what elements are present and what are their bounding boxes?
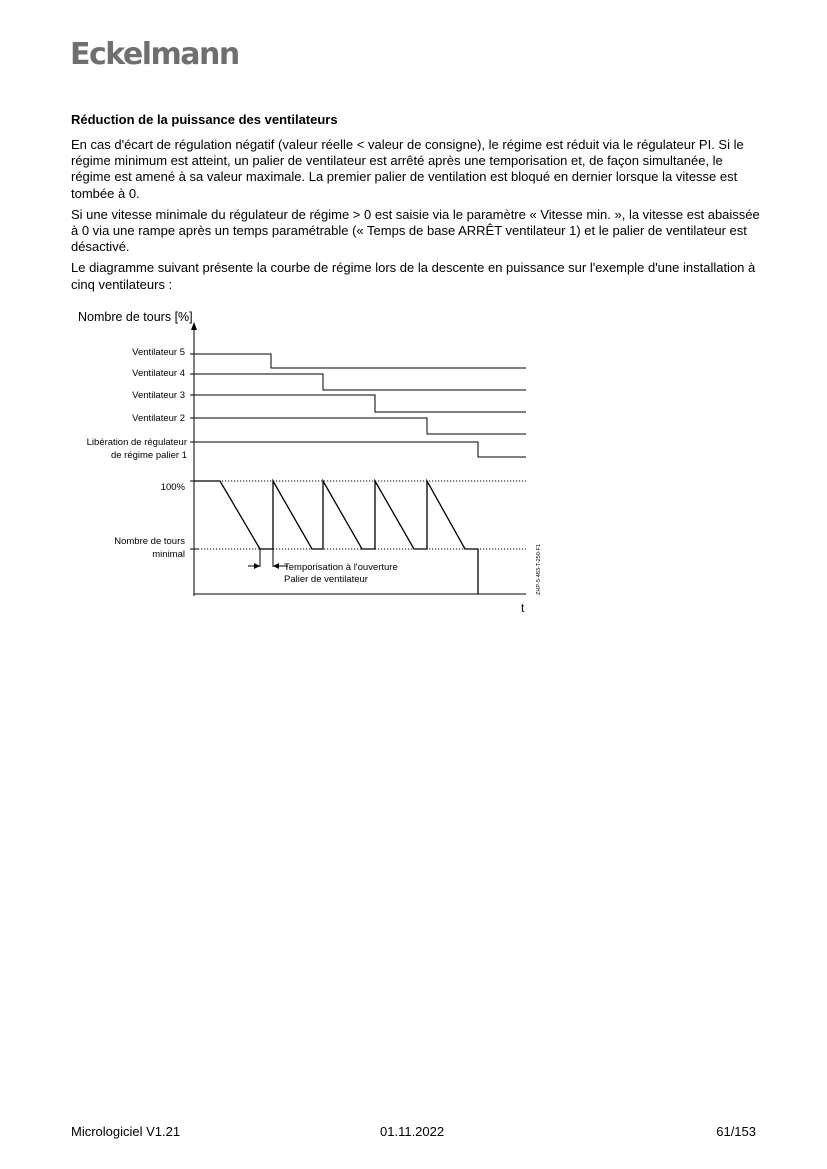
label-delay-2: Palier de ventilateur xyxy=(284,574,368,585)
label-fan4: Ventilateur 4 xyxy=(132,368,185,379)
footer-version: Micrologiciel V1.21 xyxy=(71,1124,181,1139)
trace-fan5 xyxy=(194,354,526,368)
delay-arrowhead-left xyxy=(254,563,260,569)
trace-fan2 xyxy=(194,418,526,434)
paragraph-1: En cas d'écart de régulation négatif (valeur réelle < valeur de consigne), le régime est réduit via le régulateur PI. Si le régime minimum est atteint, un palier de ventilateur est arrêté après une temporisation et, de façon simultanée, le régime est amené à sa valeur maximale. La premier palier de ventilation est bloqué en dernier lorsque la vitesse est tombée à 0. xyxy=(71,137,744,201)
section-title: Réduction de la puissance des ventilateurs xyxy=(71,112,338,127)
label-min-2: minimal xyxy=(152,549,185,560)
label-release-1: Libération de régulateur xyxy=(86,437,187,448)
y-axis-label: Nombre de tours [%] xyxy=(78,310,193,324)
label-fan5: Ventilateur 5 xyxy=(132,347,185,358)
label-min-1: Nombre de tours xyxy=(114,536,185,547)
trace-fan4 xyxy=(194,374,526,390)
label-delay-1: Temporisation à l'ouverture xyxy=(284,562,398,573)
trace-release xyxy=(194,442,526,457)
label-fan3: Ventilateur 3 xyxy=(132,390,185,401)
company-logo: Eckelmann xyxy=(70,37,239,72)
paragraph-3: Le diagramme suivant présente la courbe de régime lors de la descente en puissance sur l'exemple d'une installation à cinq ventilateurs : xyxy=(71,260,756,292)
label-fan2: Ventilateur 2 xyxy=(132,413,185,424)
footer-date: 01.11.2022 xyxy=(380,1124,445,1139)
fan-speed-diagram xyxy=(70,302,550,622)
main-content xyxy=(71,112,761,298)
trace-fan3 xyxy=(194,395,526,412)
x-axis-label: t xyxy=(521,601,525,615)
label-100: 100% xyxy=(160,482,185,493)
reference-code: ZHP-5-483-T-250-F1 xyxy=(536,543,542,595)
label-release-2: de régime palier 1 xyxy=(110,450,187,461)
delay-arrowhead-right xyxy=(273,563,279,569)
footer-page-number: 61/153 xyxy=(716,1124,756,1139)
paragraph-2: Si une vitesse minimale du régulateur de régime > 0 est saisie via le paramètre « Vitesse min. », la vitesse est abaissée à 0 via une rampe après un temps paramétrable (« Temps de base ARRÊT ventilateur 1) et le palier de ventilateur est désactivé. xyxy=(71,206,760,255)
